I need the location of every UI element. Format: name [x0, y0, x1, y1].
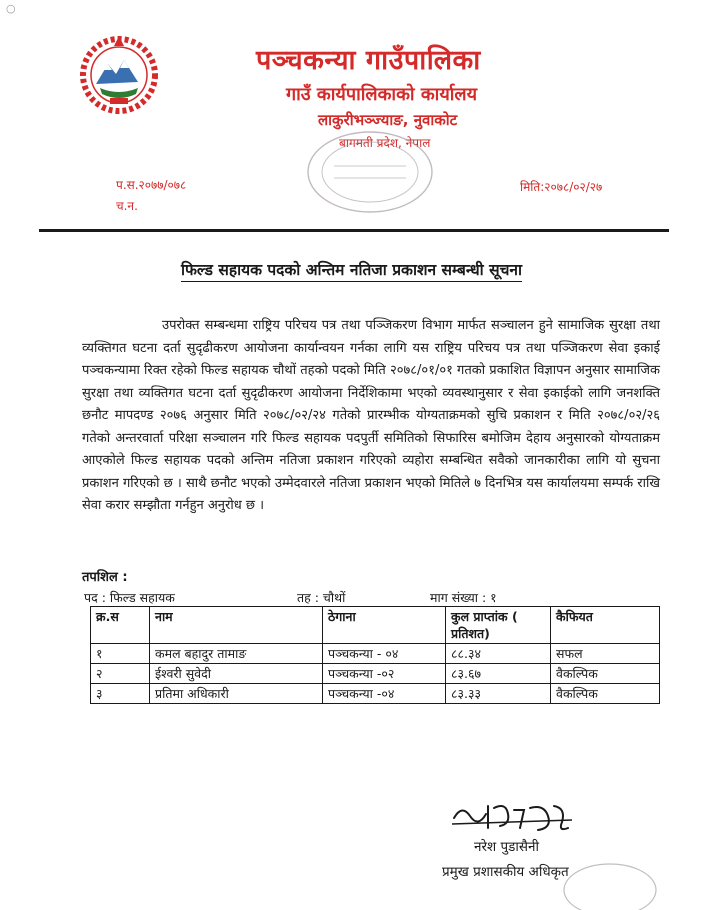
table-row [91, 644, 660, 664]
cell-score: ८३.३३ [446, 684, 551, 704]
cell-serial: १ [91, 644, 150, 664]
dispatch-number: च.न. [116, 199, 138, 213]
cell-remarks: वैकल्पिक [551, 664, 660, 684]
cell-remarks: सफल [551, 644, 660, 664]
signature-icon [448, 798, 576, 836]
signatory-stamp-icon [560, 850, 660, 910]
post-label: पद : फिल्ड सहायक [84, 590, 175, 605]
scan-corner-mark: ○ [6, 2, 16, 15]
cell-serial: ३ [91, 684, 150, 704]
cell-address: पञ्चकन्या -०२ [323, 664, 446, 684]
notice-subject-text: फिल्ड सहायक पदको अन्तिम नतिजा प्रकाशन सम्बन्धी सूचना [181, 261, 522, 282]
cell-name: ईश्वरी सुवेदी [150, 664, 323, 684]
col-name: नाम [150, 607, 323, 644]
table-row [91, 684, 660, 704]
col-remarks: कैफियत [551, 607, 660, 644]
letter-date: मिति:२०७८/०२/२७ [520, 180, 603, 194]
cell-score: ८८.३४ [446, 644, 551, 664]
demand-count: माग संख्या : १ [430, 590, 497, 605]
table-row [91, 664, 660, 684]
cell-address: पञ्चकन्या - ०४ [323, 644, 446, 664]
office-stamp-icon [300, 126, 440, 218]
nepal-emblem-icon [78, 32, 160, 114]
province: बागमती प्रदेश, नेपाल [339, 136, 431, 150]
signatory-name: नरेश पुडासैनी [474, 839, 539, 855]
cell-address: पञ्चकन्या -०४ [323, 684, 446, 704]
cell-serial: २ [91, 664, 150, 684]
reference-number: प.स.२०७७/०७८ [116, 178, 187, 192]
col-address: ठेगाना [323, 607, 446, 644]
notice-subject [0, 258, 703, 280]
cell-remarks: वैकल्पिक [551, 684, 660, 704]
office-name: गाउँ कार्यपालिकाको कार्यालय [286, 84, 478, 105]
col-serial: क्र.स [91, 607, 150, 644]
cell-score: ८३.६७ [446, 664, 551, 684]
cell-name: कमल बहादुर तामाङ [150, 644, 323, 664]
table-header-row [91, 607, 660, 644]
details-label: तपशिल : [82, 570, 128, 585]
office-address: लाकुरीभञ्ज्याङ, नुवाकोट [318, 111, 458, 129]
col-score: कुल प्राप्तांक ( प्रतिशत) [446, 607, 551, 644]
notice-body: उपरोक्त सम्बन्धमा राष्ट्रिय परिचय पत्र तथा पञ्जिकरण विभाग मार्फत सञ्चालन हुने सामाजिक सुरक्षा तथा व्यक्तिगत घटना दर्ता सुदृढीकरण आयोजना कार्यान्वयन गर्नका लागि यस राष्ट्रिय परिचय पत्र तथा पञ्जिकरण सेवा इकाई पञ्चकन्यामा रिक्त रहेको फिल्ड सहायक चौथों तहको पदको मिति २०७८/०१/०१ गतको प्रकाशित विज्ञापन अनुसार सामाजिक सुरक्षा तथा व्यक्तिगत घटना दर्ता सुदृढीकरण आयोजना निर्देशिकामा भएको व्यवस्थानुसार र सेवा इकाईको लागि जनशक्ति छनौट मापदण्ड २०७६ अनुसार मिति २०७८/०२/२४ गतेको प्रारम्भीक योग्यताक्रमको सुचि प्रकाशन र मिति २०७८/०२/२६ गतेको अन्तरवार्ता परिक्षा सञ्चालन गरि फिल्ड सहायक पदपुर्ती समितिको सिफारिस बमोजिम देहाय अनुसारको योग्यताक्रम आएकोले फिल्ड सहायक पदको अन्तिम नतिजा प्रकाशन गरिएको व्यहोरा सम्बन्धित सवैको जानकारीका लागि यो सुचना प्रकाशन गरिएको छ । साथै छनौट भएको उम्मेदवारले नतिजा प्रकाशन भएको मितिले ७ दिनभित्र यस कार्यालयमा सम्पर्क राखि सेवा करार सम्झौता गर्नहुन अनुरोध छ । [82, 318, 660, 513]
level-label: तह : चौथों [297, 590, 346, 605]
cell-name: प्रतिमा अधिकारी [150, 684, 323, 704]
results-table [90, 606, 660, 704]
signatory-title: प्रमुख प्रशासकीय अधिकृत [442, 864, 569, 880]
header-divider [39, 229, 669, 232]
org-name: पञ्चकन्या गाउँपालिका [256, 45, 481, 76]
